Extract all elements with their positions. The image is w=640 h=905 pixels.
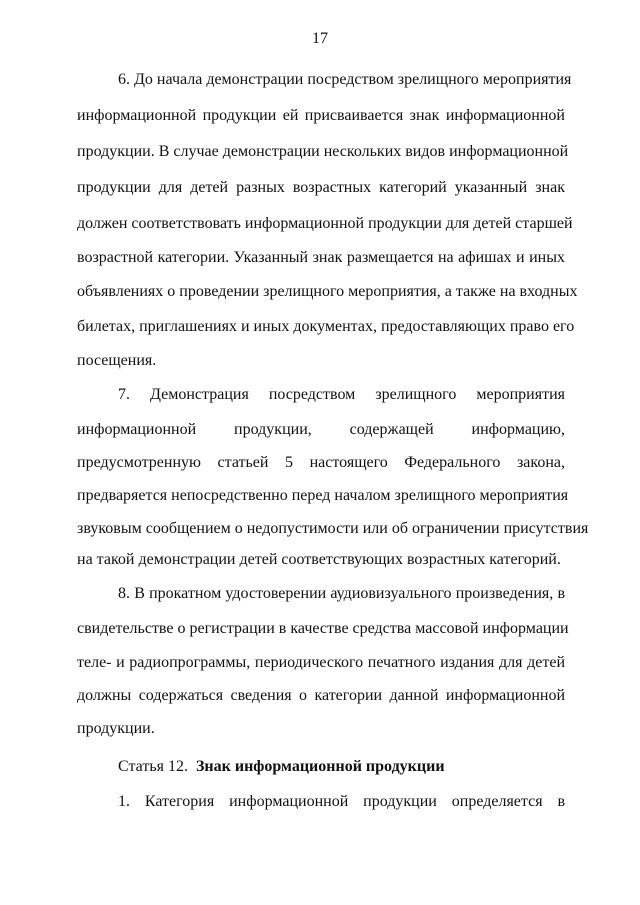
text-line: продукции. В случае демонстрации нескольких видов информационной bbox=[77, 143, 569, 160]
article-number: Статья 12. bbox=[118, 758, 188, 775]
text-line: информационной продукции ей присваивается знак информационной bbox=[77, 107, 565, 124]
text-line: предусмотренную статьей 5 настоящего Федерального закона, bbox=[77, 454, 565, 471]
text-line: объявлениях о проведении зрелищного мероприятия, а также на входных bbox=[77, 283, 578, 300]
text-line: информационной продукции, содержащей информацию, bbox=[77, 421, 565, 438]
text-line: на такой демонстрации детей соответствующих возрастных категорий. bbox=[77, 551, 561, 568]
text-line: 1. Категория информационной продукции определяется в bbox=[118, 793, 565, 810]
text-line: должен соответствовать информационной продукции для детей старшей bbox=[77, 215, 573, 232]
page-number: 17 bbox=[312, 30, 328, 47]
text-line: 7. Демонстрация посредством зрелищного мероприятия bbox=[118, 386, 565, 403]
text-line: звуковым сообщением о недопустимости или об ограничении присутствия bbox=[77, 520, 589, 537]
text-line: посещения. bbox=[77, 352, 157, 369]
text-line: 6. До начала демонстрации посредством зрелищного мероприятия bbox=[118, 71, 572, 88]
text-line: возрастной категории. Указанный знак размещается на афишах и иных bbox=[77, 249, 565, 266]
article-title: Знак информационной продукции bbox=[195, 758, 445, 775]
text-line: 8. В прокатном удостоверении аудиовизуального произведения, в bbox=[118, 585, 565, 602]
article-heading bbox=[118, 757, 445, 777]
text-line: свидетельстве о регистрации в качестве средства массовой информации bbox=[77, 620, 569, 637]
text-line: теле- и радиопрограммы, периодического печатного издания для детей bbox=[77, 654, 565, 671]
text-line: билетах, приглашениях и иных документах, предоставляющих право его bbox=[77, 318, 575, 335]
text-line: предваряется непосредственно перед началом зрелищного мероприятия bbox=[77, 487, 569, 504]
text-line: продукции для детей разных возрастных категорий указанный знак bbox=[77, 179, 565, 196]
text-line: продукции. bbox=[77, 720, 155, 737]
text-line: должны содержаться сведения о категории данной информационной bbox=[77, 687, 565, 704]
